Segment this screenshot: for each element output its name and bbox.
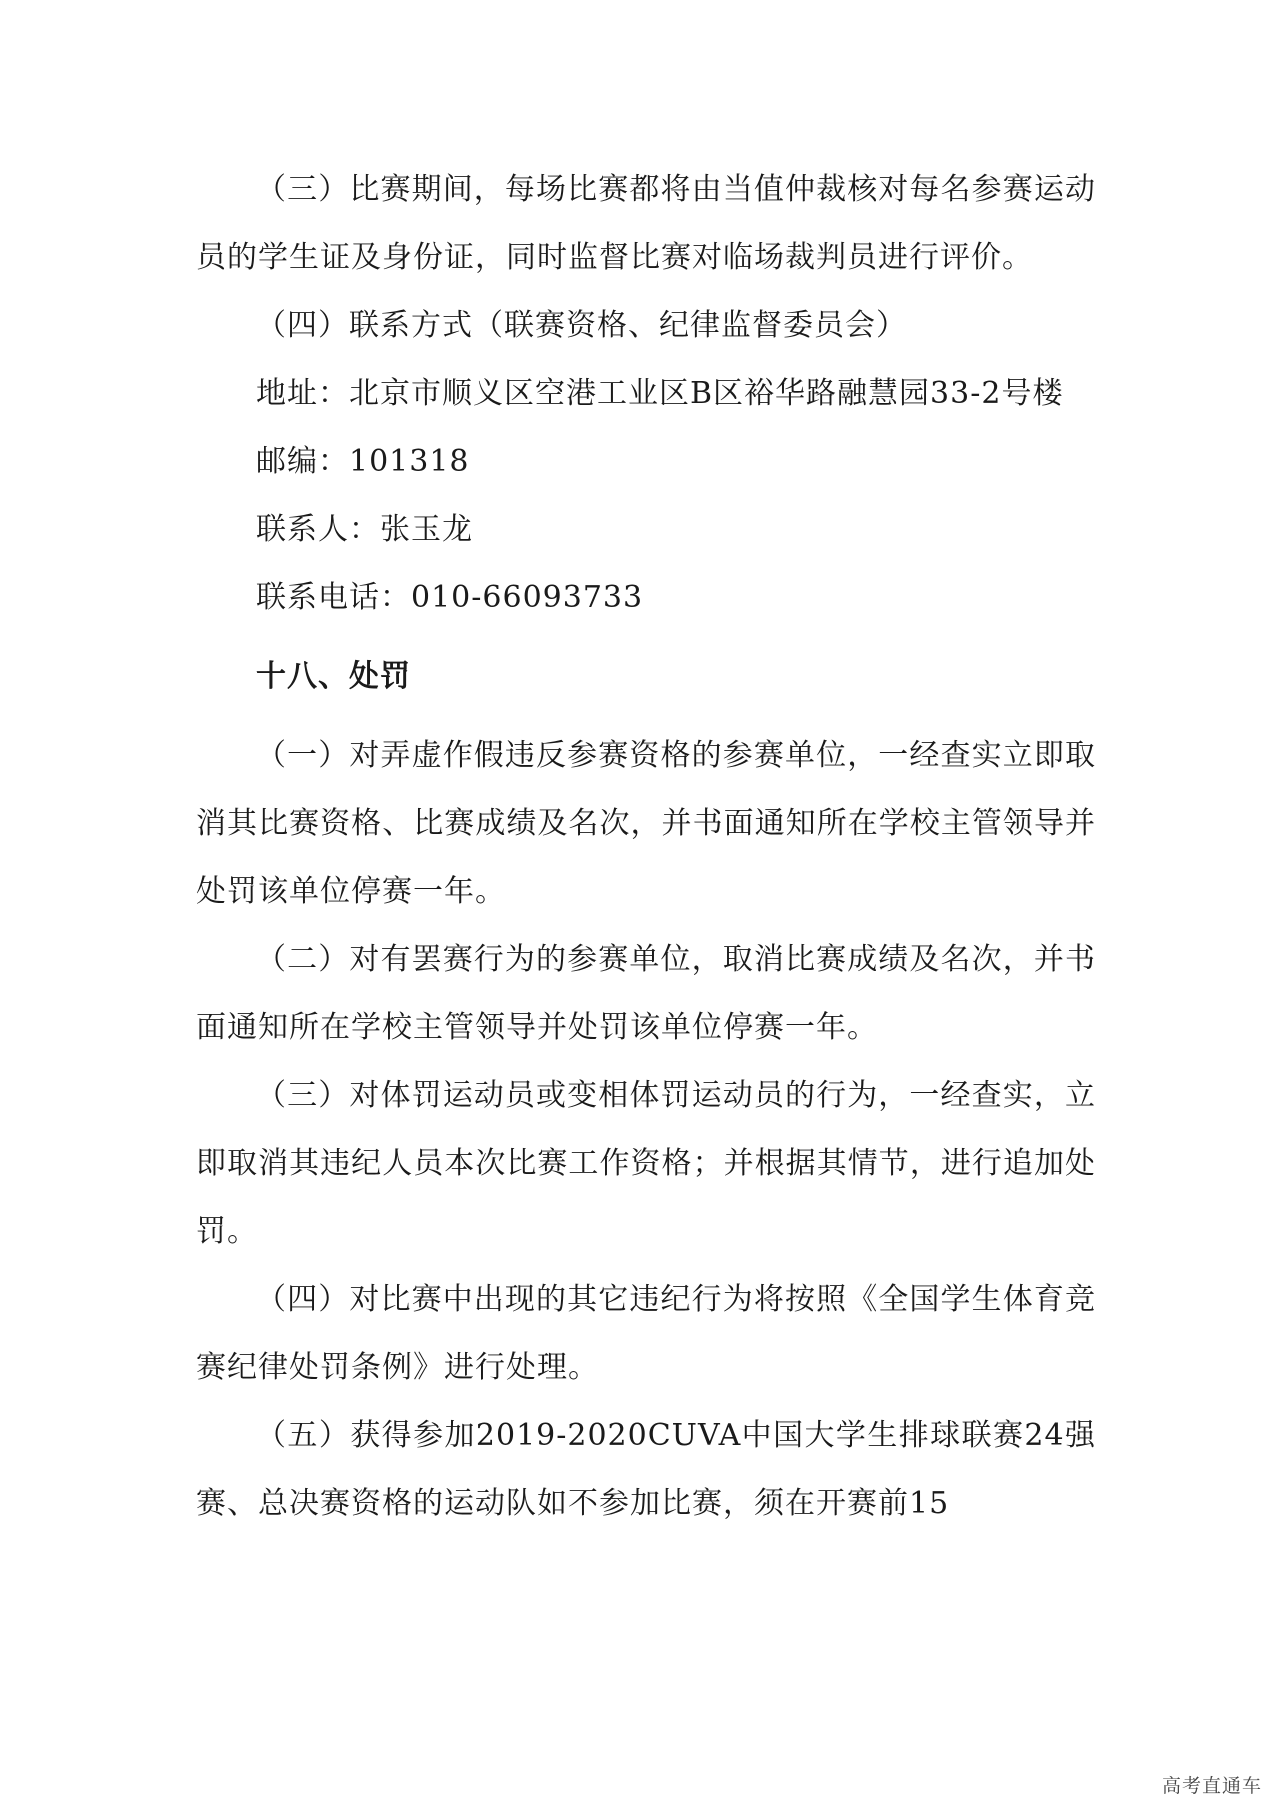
paragraph-contact-heading: （四）联系方式（联赛资格、纪律监督委员会） — [256, 308, 907, 343]
contact-phone: 联系电话：010-66093733 — [256, 580, 644, 615]
contact-person: 联系人：张玉龙 — [256, 512, 473, 547]
contact-postcode: 邮编：101318 — [256, 444, 470, 479]
paragraph-arbitration: （三）比赛期间，每场比赛都将由当值仲裁核对每名参赛运动员的学生证及身份证，同时监督比赛对临场裁判员进行评价。 — [196, 172, 1096, 275]
penalty-item-3: （三）对体罚运动员或变相体罚运动员的行为，一经查实，立即取消其违纪人员本次比赛工作资格；并根据其情节，进行追加处罚。 — [196, 1078, 1096, 1249]
penalty-item-1: （一）对弄虚作假违反参赛资格的参赛单位，一经查实立即取消其比赛资格、比赛成绩及名次，并书面通知所在学校主管领导并处罚该单位停赛一年。 — [196, 738, 1096, 909]
contact-address: 地址：北京市顺义区空港工业区B区裕华路融慧园33-2号楼 — [256, 376, 1064, 411]
watermark: 高考直通车 — [1158, 1769, 1266, 1800]
section-heading-penalty: 十八、处罚 — [256, 659, 411, 694]
penalty-item-5: （五）获得参加2019-2020CUVA中国大学生排球联赛24强赛、总决赛资格的运动队如不参加比赛，须在开赛前15 — [196, 1418, 1096, 1521]
document-body — [196, 156, 1096, 1538]
penalty-item-4: （四）对比赛中出现的其它违纪行为将按照《全国学生体育竞赛纪律处罚条例》进行处理。 — [196, 1282, 1096, 1385]
penalty-item-2: （二）对有罢赛行为的参赛单位，取消比赛成绩及名次，并书面通知所在学校主管领导并处罚该单位停赛一年。 — [196, 942, 1096, 1045]
